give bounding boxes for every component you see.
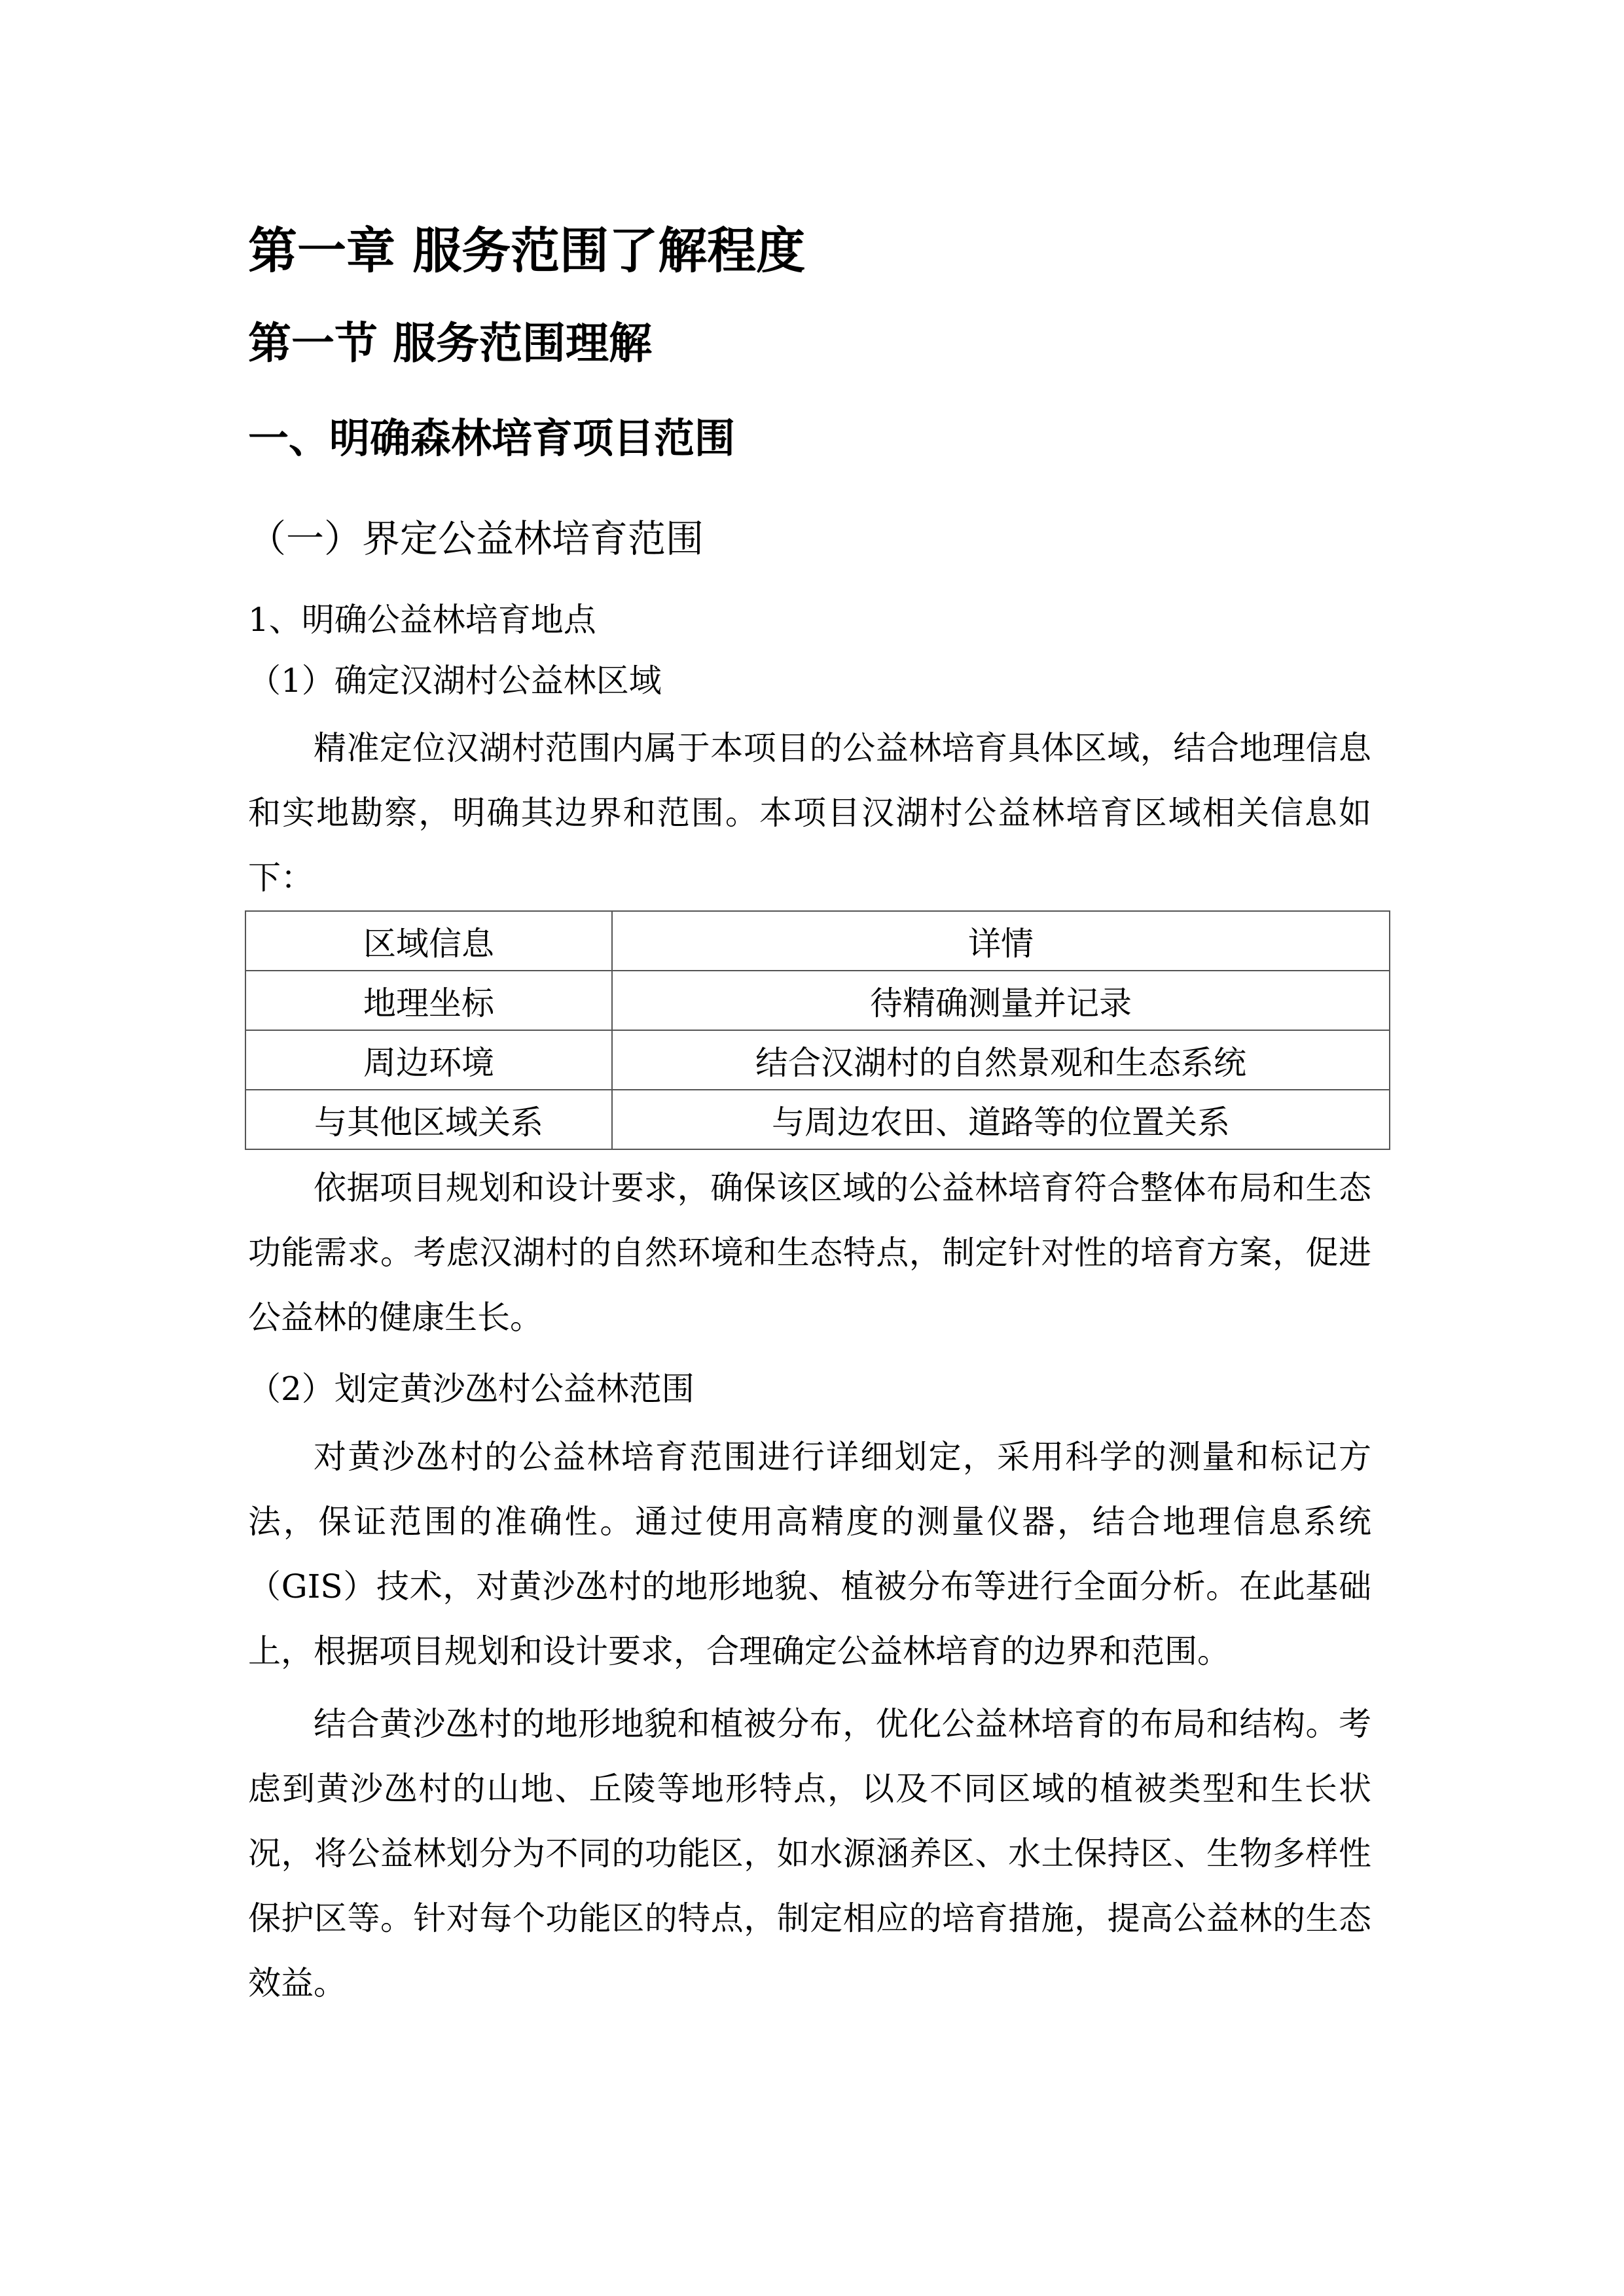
table-cell: 周边环境 — [245, 1030, 612, 1090]
item-heading-1-1: （1）确定汉湖村公益林区域 — [248, 662, 662, 700]
table-cell: 结合汉湖村的自然景观和生态系统 — [612, 1030, 1390, 1090]
item-heading-1: 1、明确公益林培育地点 — [248, 601, 596, 639]
paragraph-1: 精准定位汉湖村范围内属于本项目的公益林培育具体区域，结合地理信息和实地勘察，明确其边界和范围。本项目汉湖村公益林培育区域相关信息如下： — [248, 729, 1371, 897]
table-cell: 与周边农田、道路等的位置关系 — [612, 1090, 1390, 1149]
subsection-title: 一、明确森林培育项目范围 — [248, 414, 736, 462]
table-row — [245, 1090, 1390, 1149]
table-header-cell: 区域信息 — [245, 911, 612, 971]
table-row — [245, 1030, 1390, 1090]
sub-subsection-title: （一）界定公益林培育范围 — [248, 516, 704, 561]
table-cell: 与其他区域关系 — [245, 1090, 612, 1149]
table-header-cell: 详情 — [612, 911, 1390, 971]
section-title: 第一节 服务范围理解 — [248, 318, 652, 368]
table-cell: 待精确测量并记录 — [612, 971, 1390, 1030]
chapter-title: 第一章 服务范围了解程度 — [248, 222, 806, 279]
paragraph-3: 对黄沙氹村的公益林培育范围进行详细划定，采用科学的测量和标记方法，保证范围的准确性。通过使用高精度的测量仪器，结合地理信息系统（GIS）技术，对黄沙氹村的地形地貌、植被分布等进行全面分析。在此基础上，根据项目规划和设计要求，合理确定公益林培育的边界和范围。 — [248, 1438, 1371, 1670]
table-row — [245, 971, 1390, 1030]
table-header-row — [245, 911, 1390, 971]
region-info-table — [245, 910, 1390, 1150]
paragraph-4: 结合黄沙氹村的地形地貌和植被分布，优化公益林培育的布局和结构。考虑到黄沙氹村的山地、丘陵等地形特点，以及不同区域的植被类型和生长状况，将公益林划分为不同的功能区，如水源涵养区、水土保持区、生物多样性保护区等。针对每个功能区的特点，制定相应的培育措施，提高公益林的生态效益。 — [248, 1705, 1371, 2002]
table-cell: 地理坐标 — [245, 971, 612, 1030]
paragraph-2: 依据项目规划和设计要求，确保该区域的公益林培育符合整体布局和生态功能需求。考虑汉湖村的自然环境和生态特点，制定针对性的培育方案，促进公益林的健康生长。 — [248, 1169, 1371, 1336]
item-heading-1-2: （2）划定黄沙氹村公益林范围 — [248, 1370, 695, 1408]
